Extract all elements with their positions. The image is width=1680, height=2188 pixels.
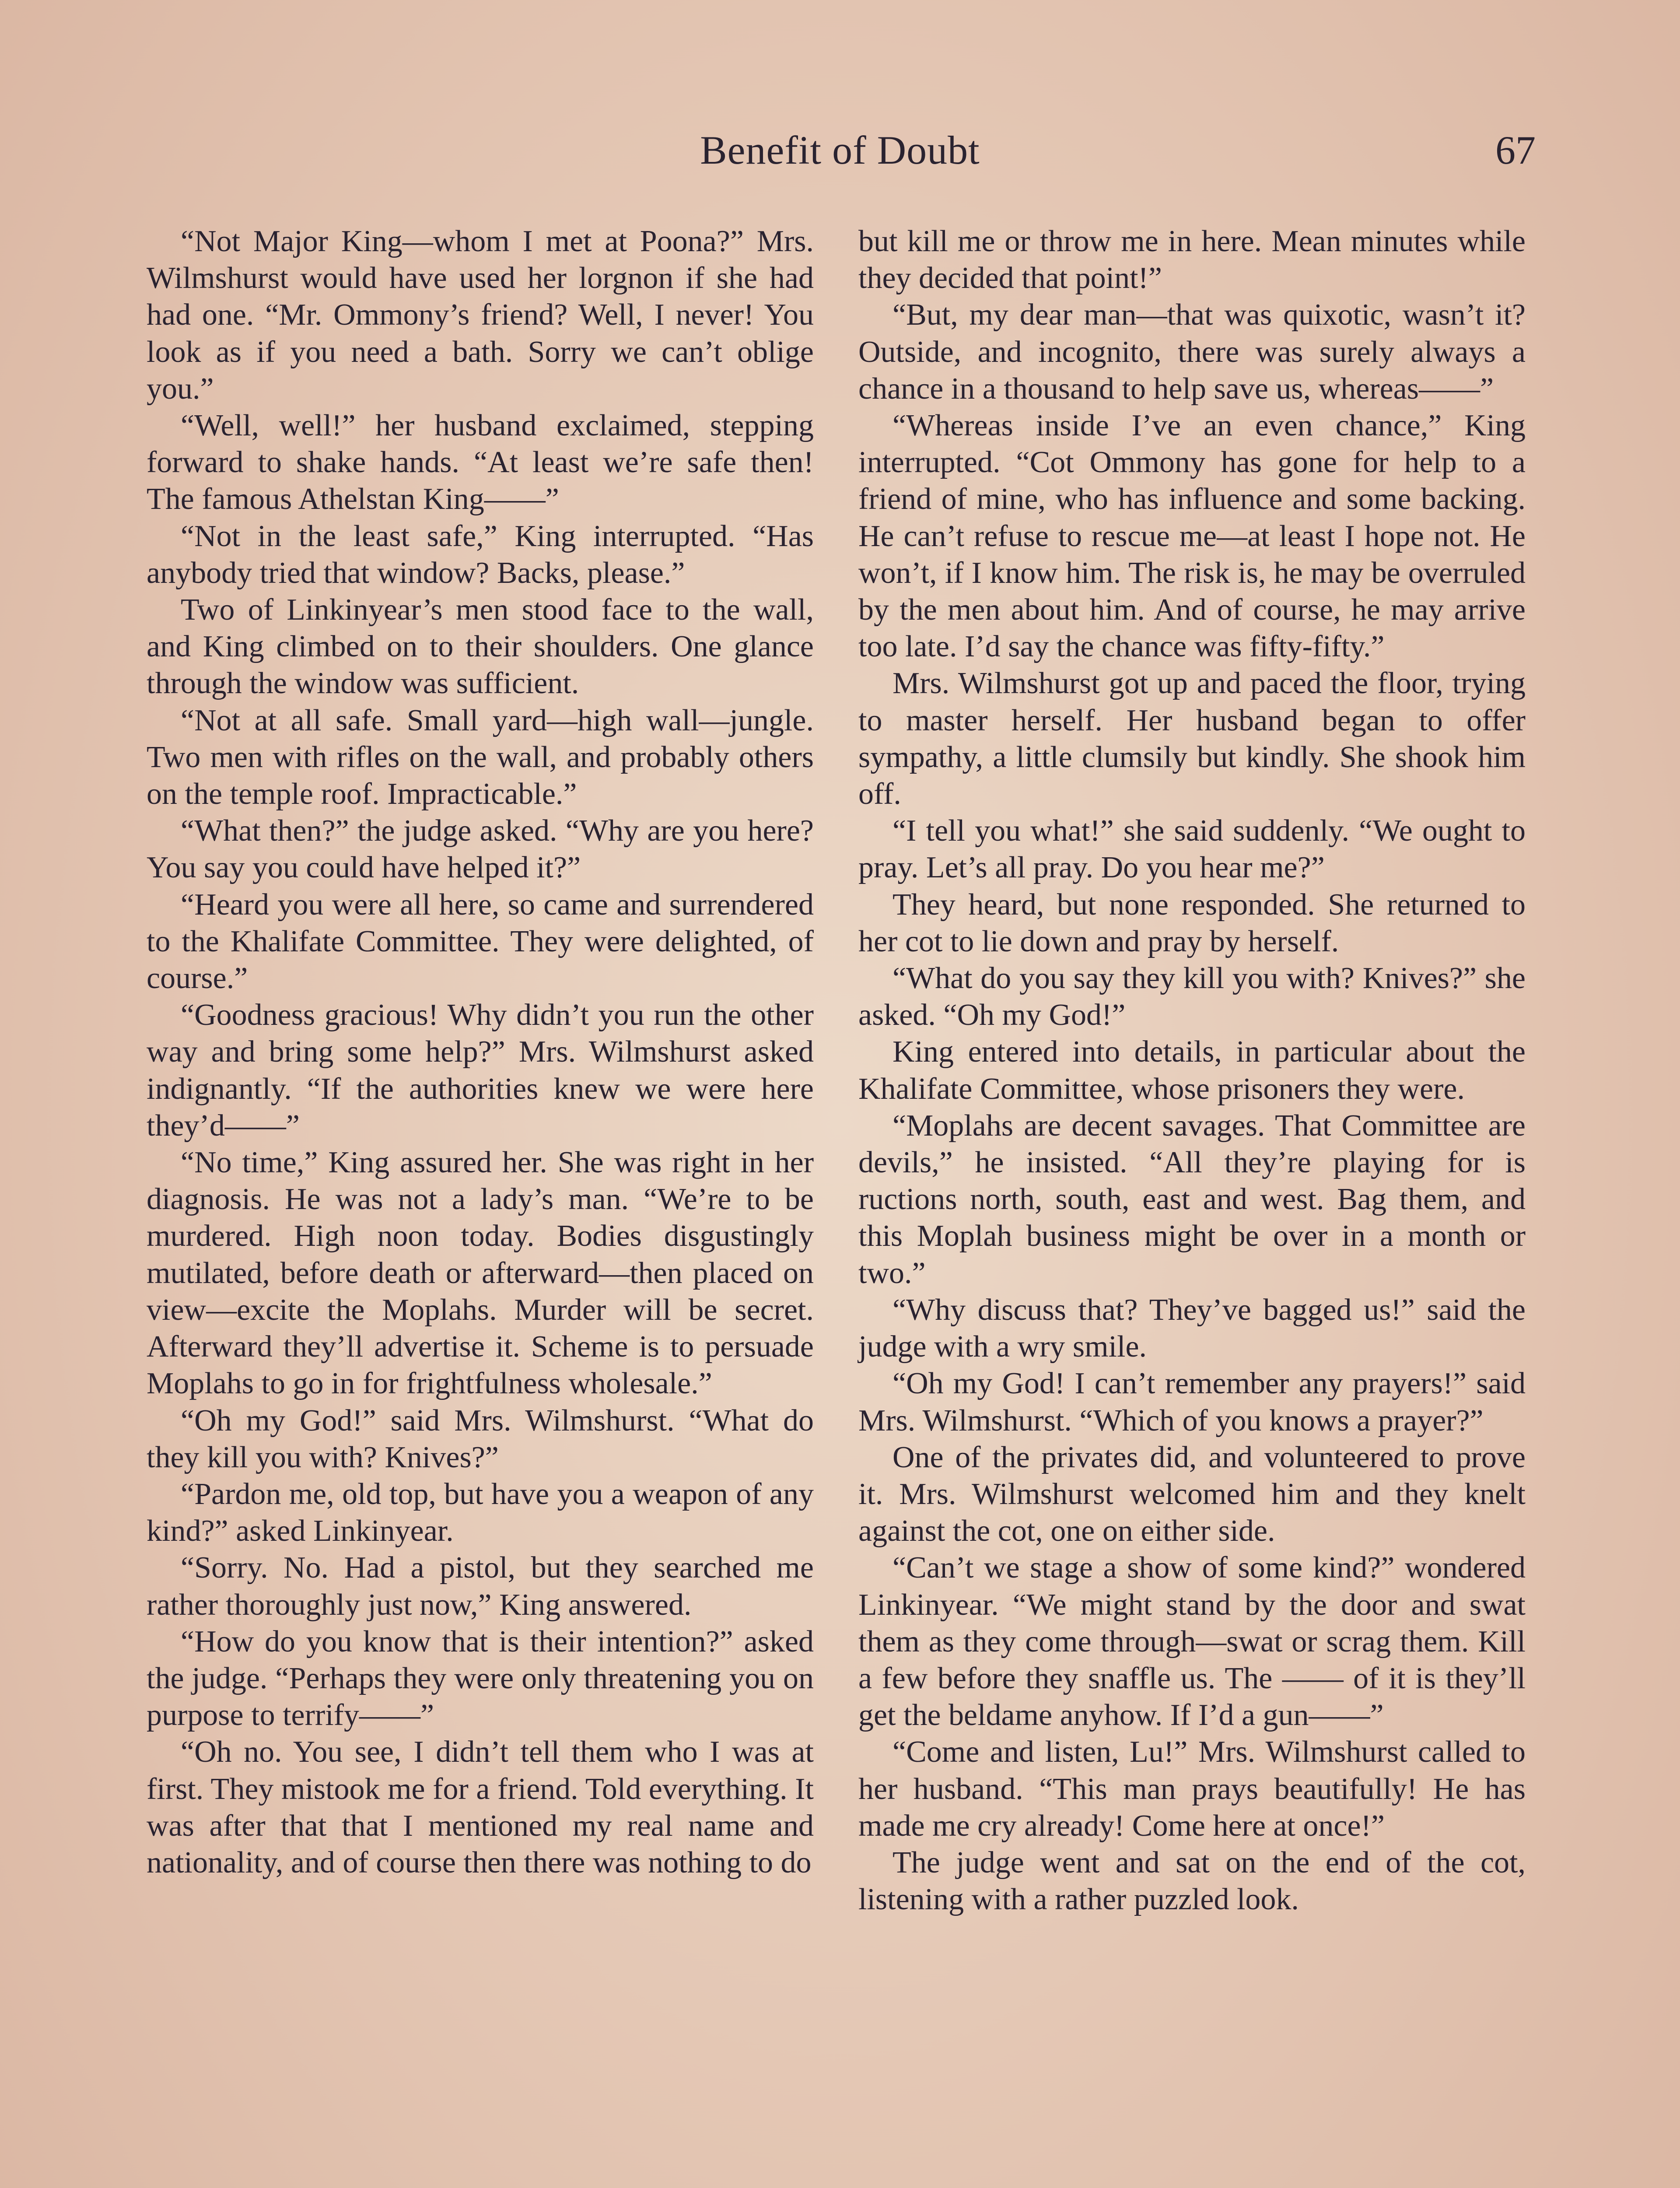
paragraph: “Well, well!” her husband exclaimed, stepping forward to shake hands. “At least we’re safe then! The famous Athelstan King——” [147,409,814,516]
right-column [858,223,1526,1918]
paragraph: “Pardon me, old top, but have you a weapon of any kind?” asked Linkinyear. [147,1477,814,1548]
paragraph: They heard, but none responded. She returned to her cot to lie down and pray by herself. [858,887,1526,958]
paragraph: Two of Linkinyear’s men stood face to the wall, and King climbed on to their shoulders. One glance through the window was sufficient. [147,593,814,701]
paragraph: “How do you know that is their intention?” asked the judge. “Perhaps they were only threatening you on purpose to terrify——” [147,1624,814,1732]
paragraph: One of the privates did, and volunteered to prove it. Mrs. Wilmshurst welcomed him and they knelt against the cot, one on either side. [858,1440,1526,1548]
paragraph: “No time,” King assured her. She was right in her diagnosis. He was not a lady’s man. “We’re to be murdered. High noon today. Bodies disgustingly mutilated, before death or afterward—then placed on view—excite the Moplahs. Murder will be secret. Afterward they’ll advertise it. Scheme is to persuade Moplahs to go in for frightfulness wholesale.” [147,1146,814,1401]
paragraph: King entered into details, in particular about the Khalifate Committee, whose prisoners they were. [858,1035,1526,1106]
running-title: Benefit of Doubt [700,128,980,172]
paragraph: “Why discuss that? They’ve bagged us!” said the judge with a wry smile. [858,1293,1526,1364]
paragraph: “Oh my God!” said Mrs. Wilmshurst. “What do they kill you with? Knives?” [147,1403,814,1474]
paragraph: “Can’t we stage a show of some kind?” wondered Linkinyear. “We might stand by the door and swat them as they come through—swat or scrag them. Kill a few before they snaffle us. The —— of it is they’ll get the beldame anyhow. If I’d a gun——” [858,1551,1526,1732]
paragraph: “Moplahs are decent savages. That Committee are devils,” he insisted. “All they’re playing for is ructions north, south, east and west. Bag them, and this Moplah business might be over in a month or two.” [858,1108,1526,1290]
paragraph: “Oh no. You see, I didn’t tell them who I was at first. They mistook me for a friend. Told everything. It was after that that I mentioned my real name and nationality, and of course then there was nothing to do [147,1735,814,1879]
paragraph: “Oh my God! I can’t remember any prayers!” said Mrs. Wilmshurst. “Which of you knows a prayer?” [858,1367,1526,1438]
paragraph: “But, my dear man—that was quixotic, wasn’t it? Outside, and incognito, there was surely always a chance in a thousand to help save us, whereas——” [858,298,1526,406]
paragraph: “Heard you were all here, so came and surrendered to the Khalifate Committee. They were delighted, of course.” [147,887,814,996]
paragraph: “Not in the least safe,” King interrupted. “Has anybody tried that window? Backs, please.” [147,519,814,590]
paragraph: “What then?” the judge asked. “Why are you here? You say you could have helped it?” [147,814,814,885]
paragraph: “Not at all safe. Small yard—high wall—jungle. Two men with rifles on the wall, and probably others on the temple roof. Impracticable.” [147,703,814,811]
page-number: 67 [1495,128,1536,172]
paragraph: Mrs. Wilmshurst got up and paced the floor, trying to master herself. Her husband began to offer sympathy, a little clumsily but kindly. She shook him off. [858,666,1526,811]
paragraph: “Not Major King—whom I met at Poona?” Mrs. Wilmshurst would have used her lorgnon if she had had one. “Mr. Ommony’s friend? Well, I never! You look as if you need a bath. Sorry we can’t oblige you.” [147,224,814,406]
paragraph: “Come and listen, Lu!” Mrs. Wilmshurst called to her husband. “This man prays beautifully! He has made me cry already! Come here at once!” [858,1735,1526,1843]
paragraph: The judge went and sat on the end of the cot, listening with a rather puzzled look. [858,1845,1526,1917]
running-head [144,127,1536,184]
paragraph: “Whereas inside I’ve an even chance,” King interrupted. “Cot Ommony has gone for help to a friend of mine, who has influence and some backing. He can’t refuse to rescue me—at least I hope not. He won’t, if I know him. The risk is, he may be overruled by the men about him. And of course, he may arrive too late. I’d say the chance was fifty-fifty.” [858,409,1526,664]
paragraph: “I tell you what!” she said suddenly. “We ought to pray. Let’s all pray. Do you hear me?” [858,814,1526,885]
paragraph: “What do you say they kill you with? Knives?” she asked. “Oh my God!” [858,961,1526,1032]
paragraph: but kill me or throw me in here. Mean minutes while they decided that point!” [858,224,1526,295]
paragraph: “Goodness gracious! Why didn’t you run the other way and bring some help?” Mrs. Wilmshurst asked indignantly. “If the authorities knew we were here they’d——” [147,998,814,1143]
paragraph: “Sorry. No. Had a pistol, but they searched me rather thoroughly just now,” King answered. [147,1551,814,1622]
left-column [147,223,814,1881]
